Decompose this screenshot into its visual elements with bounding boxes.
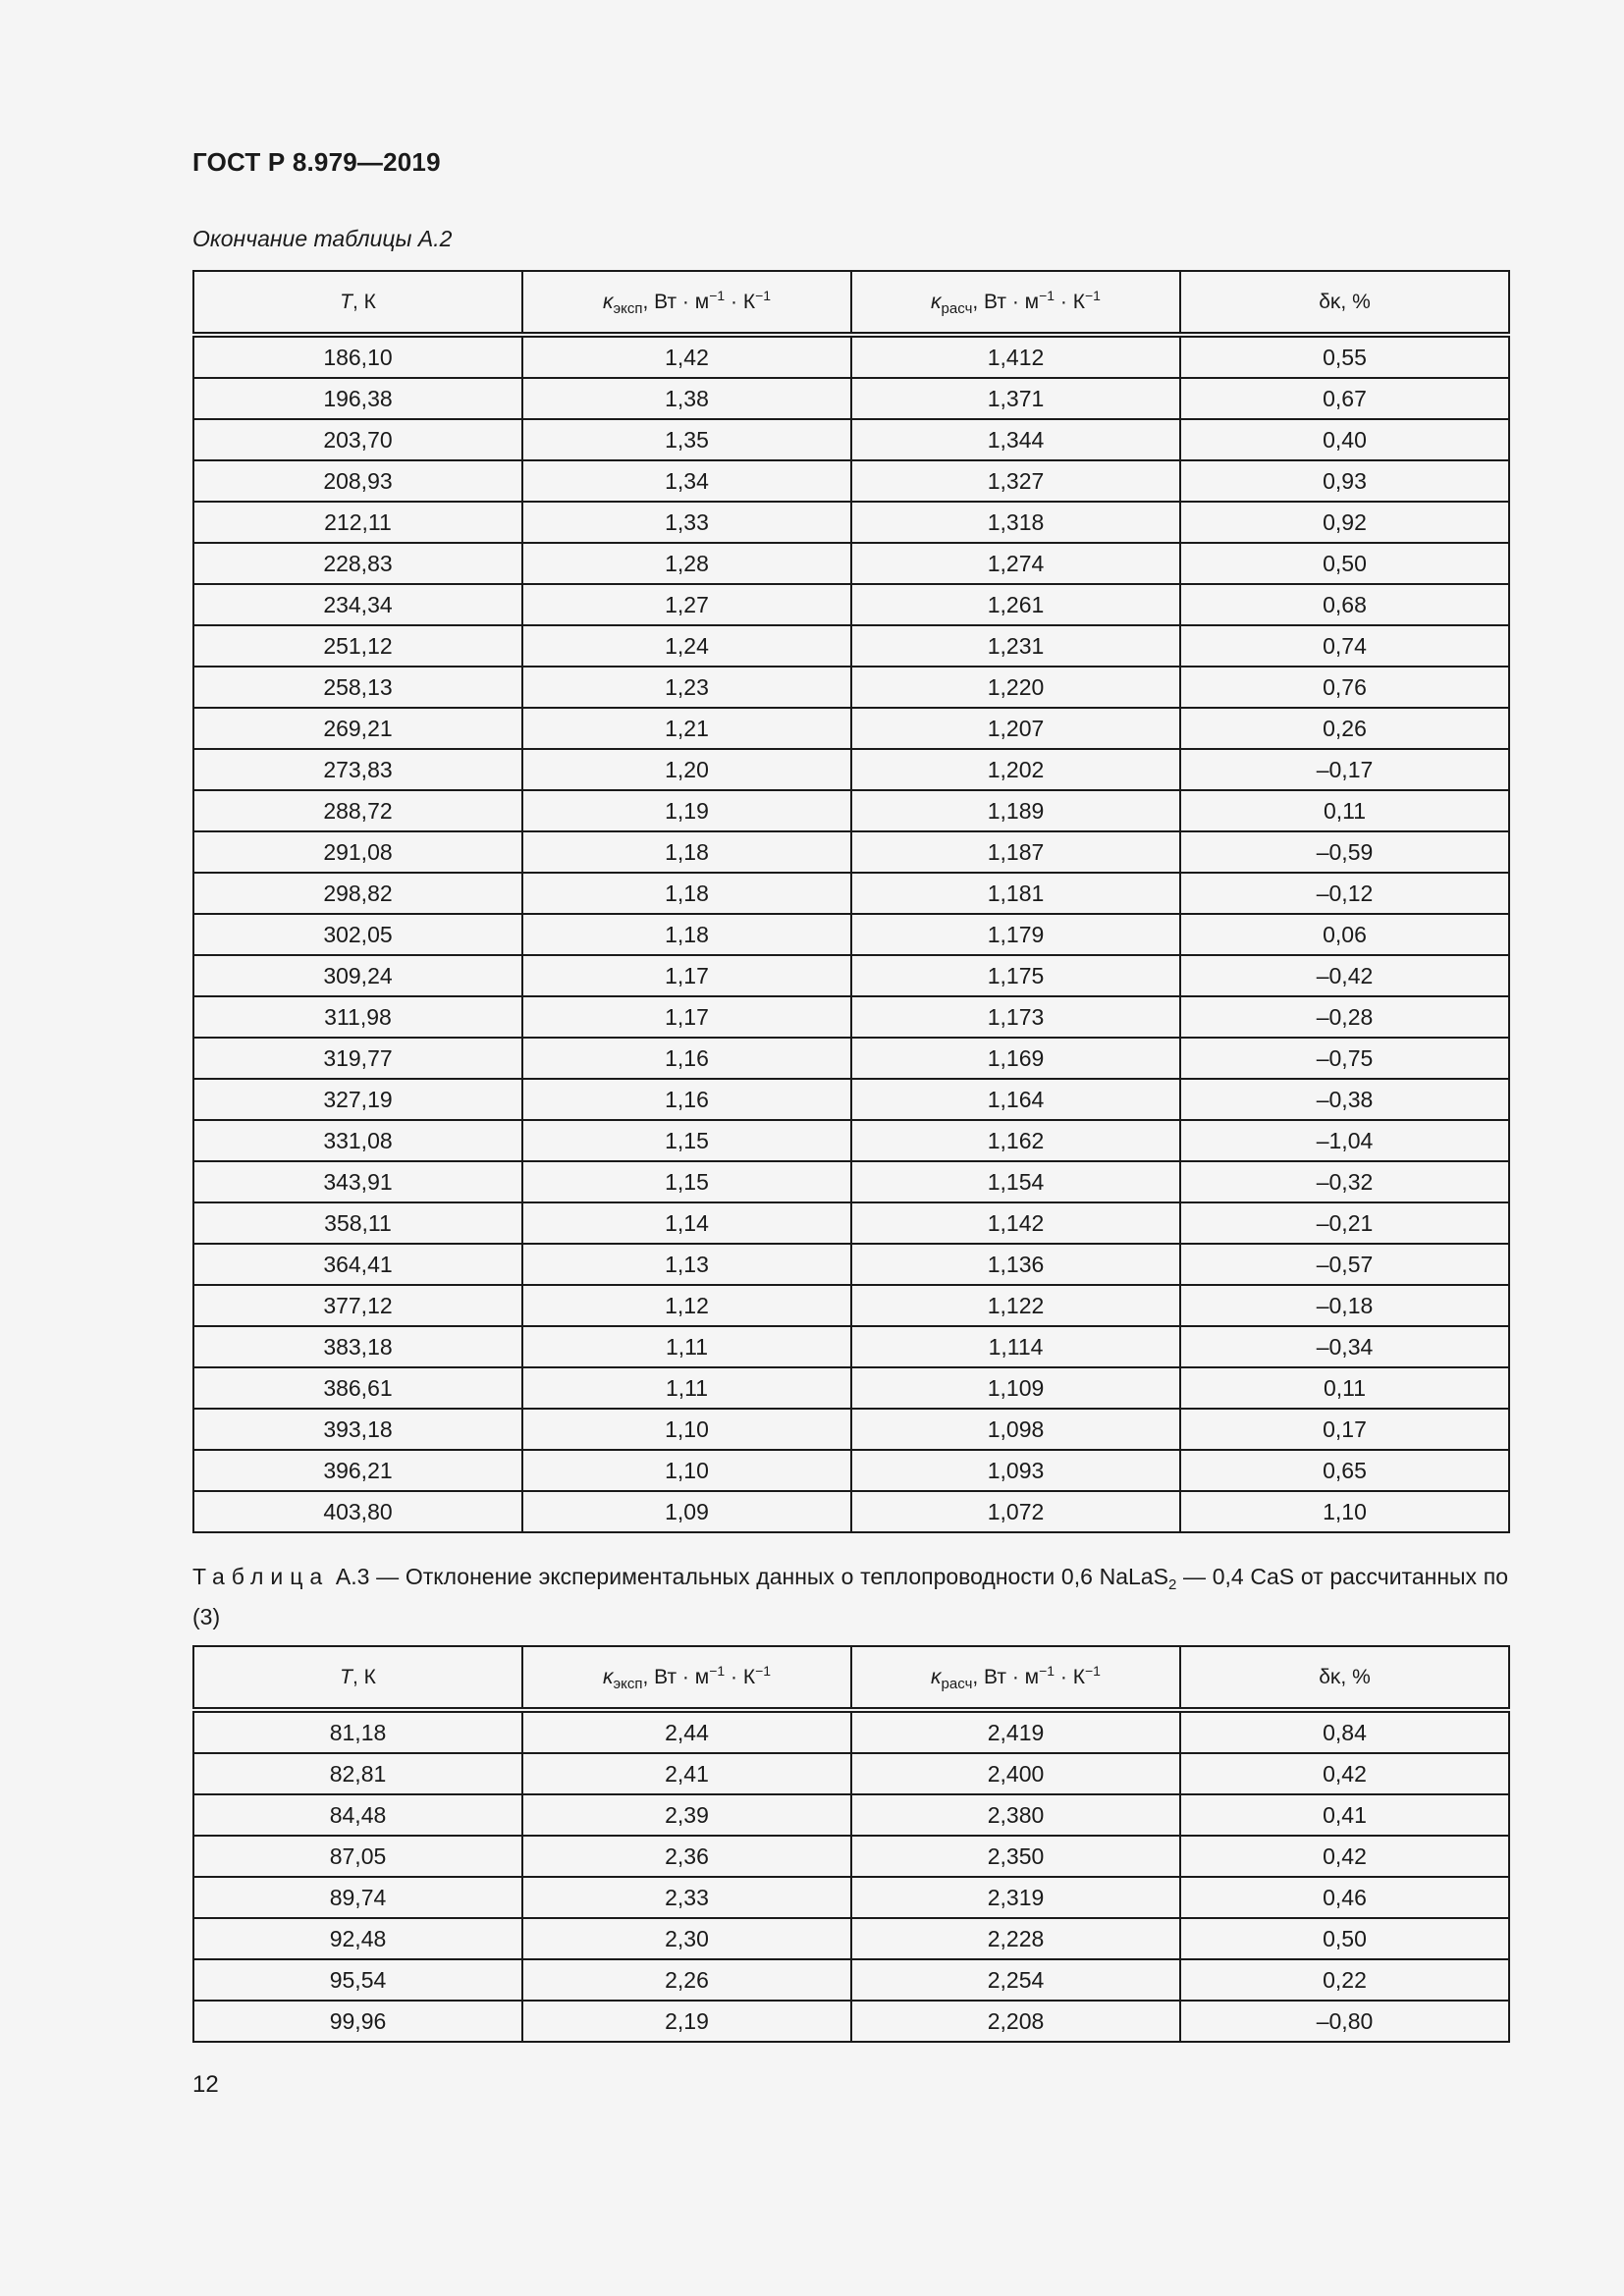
table-cell: 1,23: [522, 667, 851, 708]
table-cell: 208,93: [193, 460, 522, 502]
column-header-kappa-calc: $\kappa_{расч}$, Вт · $м^{-1} \cdot К^{-1}$: [851, 271, 1180, 335]
table-cell: –0,42: [1180, 955, 1509, 996]
table-cell: 1,142: [851, 1202, 1180, 1244]
table-cell: 1,24: [522, 625, 851, 667]
table-cell: 1,371: [851, 378, 1180, 419]
table-cell: 302,05: [193, 914, 522, 955]
table-row: [193, 335, 1509, 378]
table-cell: 2,350: [851, 1836, 1180, 1877]
table-cell: 1,109: [851, 1367, 1180, 1409]
table-cell: 186,10: [193, 335, 522, 378]
table-cell: 1,12: [522, 1285, 851, 1326]
table-a2: [192, 270, 1510, 1533]
table-cell: 0,67: [1180, 378, 1509, 419]
table-cell: 393,18: [193, 1409, 522, 1450]
column-header-temperature: T, К: [193, 1646, 522, 1710]
table-cell: 1,093: [851, 1450, 1180, 1491]
table-row: [193, 1710, 1509, 1753]
table-cell: 84,48: [193, 1794, 522, 1836]
table-cell: 0,11: [1180, 790, 1509, 831]
table-row: [193, 996, 1509, 1038]
table-a3-caption: Таблица А.3 — Отклонение экспериментальных данных о теплопроводности 0,6 NaLaS$_2$ — 0,4 CaS от рассчитанных по (3): [192, 1564, 1509, 1629]
table-cell: 273,83: [193, 749, 522, 790]
table-cell: 1,181: [851, 873, 1180, 914]
table-cell: 0,17: [1180, 1409, 1509, 1450]
table-cell: 82,81: [193, 1753, 522, 1794]
column-header-deviation: δκ, %: [1180, 271, 1509, 335]
table-cell: 89,74: [193, 1877, 522, 1918]
table-cell: –0,59: [1180, 831, 1509, 873]
table-cell: 2,208: [851, 2001, 1180, 2042]
table-a2-body: [193, 335, 1509, 1532]
table-cell: 2,39: [522, 1794, 851, 1836]
table-row: [193, 1285, 1509, 1326]
table-row: [193, 625, 1509, 667]
table-cell: 2,41: [522, 1753, 851, 1794]
table-cell: 1,17: [522, 955, 851, 996]
table-cell: 1,318: [851, 502, 1180, 543]
table-cell: 2,26: [522, 1959, 851, 2001]
table-cell: 1,154: [851, 1161, 1180, 1202]
table-cell: 1,18: [522, 914, 851, 955]
table-row: [193, 419, 1509, 460]
table-cell: 2,254: [851, 1959, 1180, 2001]
table-row: [193, 1877, 1509, 1918]
table-cell: 0,46: [1180, 1877, 1509, 1918]
table-cell: 1,34: [522, 460, 851, 502]
table-cell: 0,74: [1180, 625, 1509, 667]
table-cell: 1,38: [522, 378, 851, 419]
table-cell: 1,21: [522, 708, 851, 749]
table-cell: 0,42: [1180, 1836, 1509, 1877]
table-row: [193, 1491, 1509, 1532]
column-header-kappa-exp: $\kappa_{эксп}$, Вт · $м^{-1} \cdot К^{-1}$: [522, 271, 851, 335]
table-cell: 1,202: [851, 749, 1180, 790]
table-cell: 319,77: [193, 1038, 522, 1079]
column-header-deviation: δκ, %: [1180, 1646, 1509, 1710]
table-cell: 1,11: [522, 1367, 851, 1409]
table-cell: 298,82: [193, 873, 522, 914]
table-cell: 0,11: [1180, 1367, 1509, 1409]
table-cell: 0,42: [1180, 1753, 1509, 1794]
table-cell: 81,18: [193, 1710, 522, 1753]
table-cell: 1,14: [522, 1202, 851, 1244]
table-cell: 2,30: [522, 1918, 851, 1959]
table-row: [193, 1038, 1509, 1079]
table-cell: 1,18: [522, 831, 851, 873]
table-cell: 234,34: [193, 584, 522, 625]
table-cell: –0,18: [1180, 1285, 1509, 1326]
table-cell: 288,72: [193, 790, 522, 831]
table-cell: 1,10: [522, 1450, 851, 1491]
table-cell: 291,08: [193, 831, 522, 873]
table-cell: 396,21: [193, 1450, 522, 1491]
table-row: [193, 1753, 1509, 1794]
table-row: [193, 378, 1509, 419]
table-row: [193, 667, 1509, 708]
table-row: [193, 502, 1509, 543]
table-row: [193, 1367, 1509, 1409]
table-cell: 383,18: [193, 1326, 522, 1367]
table-cell: 1,169: [851, 1038, 1180, 1079]
table-cell: 196,38: [193, 378, 522, 419]
table-cell: 1,261: [851, 584, 1180, 625]
table-cell: 0,68: [1180, 584, 1509, 625]
table-row: [193, 1326, 1509, 1367]
table-cell: 228,83: [193, 543, 522, 584]
table-cell: 1,16: [522, 1079, 851, 1120]
table-cell: 2,419: [851, 1710, 1180, 1753]
table-cell: –0,17: [1180, 749, 1509, 790]
table-row: [193, 1161, 1509, 1202]
table-row: [193, 460, 1509, 502]
table-cell: 0,40: [1180, 419, 1509, 460]
table-cell: 1,10: [522, 1409, 851, 1450]
table-cell: –0,75: [1180, 1038, 1509, 1079]
table-cell: 2,319: [851, 1877, 1180, 1918]
table-cell: 0,41: [1180, 1794, 1509, 1836]
table-cell: 1,20: [522, 749, 851, 790]
table-cell: 251,12: [193, 625, 522, 667]
table-cell: –0,21: [1180, 1202, 1509, 1244]
table-cell: 2,400: [851, 1753, 1180, 1794]
table-cell: 309,24: [193, 955, 522, 996]
table-row: [193, 1409, 1509, 1450]
table-cell: 212,11: [193, 502, 522, 543]
table-cell: 203,70: [193, 419, 522, 460]
table-cell: 87,05: [193, 1836, 522, 1877]
table-row: [193, 543, 1509, 584]
table-cell: 0,26: [1180, 708, 1509, 749]
table-row: [193, 1959, 1509, 2001]
table-cell: 1,11: [522, 1326, 851, 1367]
table-row: [193, 1450, 1509, 1491]
table-cell: 2,380: [851, 1794, 1180, 1836]
table-cell: –0,32: [1180, 1161, 1509, 1202]
table-cell: –1,04: [1180, 1120, 1509, 1161]
table-cell: 1,18: [522, 873, 851, 914]
table-row: [193, 831, 1509, 873]
table-cell: 1,220: [851, 667, 1180, 708]
table-cell: 1,27: [522, 584, 851, 625]
table-cell: 1,122: [851, 1285, 1180, 1326]
table-cell: 1,412: [851, 335, 1180, 378]
table-cell: –0,28: [1180, 996, 1509, 1038]
table-row: [193, 1244, 1509, 1285]
table-cell: 327,19: [193, 1079, 522, 1120]
table-cell: 1,42: [522, 335, 851, 378]
table-row: [193, 1918, 1509, 1959]
table-a2-header: [193, 271, 1509, 335]
table-cell: 364,41: [193, 1244, 522, 1285]
table-cell: 1,16: [522, 1038, 851, 1079]
table-row: [193, 1794, 1509, 1836]
column-header-temperature: T, К: [193, 271, 522, 335]
table-cell: 0,55: [1180, 335, 1509, 378]
table-cell: –0,34: [1180, 1326, 1509, 1367]
table-row: [193, 955, 1509, 996]
table-cell: 92,48: [193, 1918, 522, 1959]
table-cell: 1,173: [851, 996, 1180, 1038]
column-header-kappa-exp: $\kappa_{эксп}$, Вт · $м^{-1} \cdot К^{-1}$: [522, 1646, 851, 1710]
table-cell: 0,65: [1180, 1450, 1509, 1491]
table-cell: 1,114: [851, 1326, 1180, 1367]
table-cell: 0,50: [1180, 1918, 1509, 1959]
table-cell: 1,207: [851, 708, 1180, 749]
table-cell: 99,96: [193, 2001, 522, 2042]
table-row: [193, 914, 1509, 955]
table-cell: 0,92: [1180, 502, 1509, 543]
table-cell: 1,13: [522, 1244, 851, 1285]
page-number: 12: [192, 2071, 219, 2098]
table-a3-header: [193, 1646, 1509, 1710]
table-cell: 1,179: [851, 914, 1180, 955]
table-cell: –0,38: [1180, 1079, 1509, 1120]
table-cell: 2,19: [522, 2001, 851, 2042]
table-cell: 0,76: [1180, 667, 1509, 708]
table-cell: 2,33: [522, 1877, 851, 1918]
table-row: [193, 1120, 1509, 1161]
table-cell: 1,10: [1180, 1491, 1509, 1532]
table-cell: 1,187: [851, 831, 1180, 873]
table-cell: 0,22: [1180, 1959, 1509, 2001]
table-cell: 1,15: [522, 1161, 851, 1202]
table-row: [193, 2001, 1509, 2042]
table-row: [193, 1202, 1509, 1244]
table-cell: 1,098: [851, 1409, 1180, 1450]
table-cell: 358,11: [193, 1202, 522, 1244]
table-row: [193, 1836, 1509, 1877]
table-cell: 258,13: [193, 667, 522, 708]
table-cell: 331,08: [193, 1120, 522, 1161]
table-cell: 1,175: [851, 955, 1180, 996]
table-cell: –0,57: [1180, 1244, 1509, 1285]
table-cell: 269,21: [193, 708, 522, 749]
table-cell: 343,91: [193, 1161, 522, 1202]
table-cell: 1,09: [522, 1491, 851, 1532]
table-cell: 0,06: [1180, 914, 1509, 955]
table-cell: 1,162: [851, 1120, 1180, 1161]
column-header-kappa-calc: $\kappa_{расч}$, Вт · $м^{-1} \cdot К^{-1}$: [851, 1646, 1180, 1710]
table-cell: –0,80: [1180, 2001, 1509, 2042]
table-a3-body: [193, 1710, 1509, 2042]
table-row: [193, 790, 1509, 831]
table-cell: 0,50: [1180, 543, 1509, 584]
table-cell: 1,274: [851, 543, 1180, 584]
table-cell: 377,12: [193, 1285, 522, 1326]
table-row: [193, 749, 1509, 790]
table-cell: 1,19: [522, 790, 851, 831]
table-a3: [192, 1645, 1510, 2043]
table-cell: 1,327: [851, 460, 1180, 502]
table-cell: 1,17: [522, 996, 851, 1038]
table-row: [193, 708, 1509, 749]
table-cell: 1,231: [851, 625, 1180, 667]
table-cell: 1,164: [851, 1079, 1180, 1120]
document-header: ГОСТ Р 8.979—2019: [192, 147, 441, 177]
table-cell: 2,36: [522, 1836, 851, 1877]
table-row: [193, 1079, 1509, 1120]
table-cell: 311,98: [193, 996, 522, 1038]
table-cell: 386,61: [193, 1367, 522, 1409]
table-row: [193, 873, 1509, 914]
table-cell: 1,344: [851, 419, 1180, 460]
table-cell: 95,54: [193, 1959, 522, 2001]
table-cell: 0,84: [1180, 1710, 1509, 1753]
table-cell: 1,33: [522, 502, 851, 543]
table-cell: 1,15: [522, 1120, 851, 1161]
table-cell: 0,93: [1180, 460, 1509, 502]
table-cell: 1,35: [522, 419, 851, 460]
table-cell: 403,80: [193, 1491, 522, 1532]
table-cell: 2,228: [851, 1918, 1180, 1959]
table-cell: 1,072: [851, 1491, 1180, 1532]
table-cell: 1,136: [851, 1244, 1180, 1285]
table-a2-continuation-caption: Окончание таблицы А.2: [192, 226, 453, 251]
table-cell: 2,44: [522, 1710, 851, 1753]
table-cell: 1,28: [522, 543, 851, 584]
table-cell: –0,12: [1180, 873, 1509, 914]
table-cell: 1,189: [851, 790, 1180, 831]
table-row: [193, 584, 1509, 625]
